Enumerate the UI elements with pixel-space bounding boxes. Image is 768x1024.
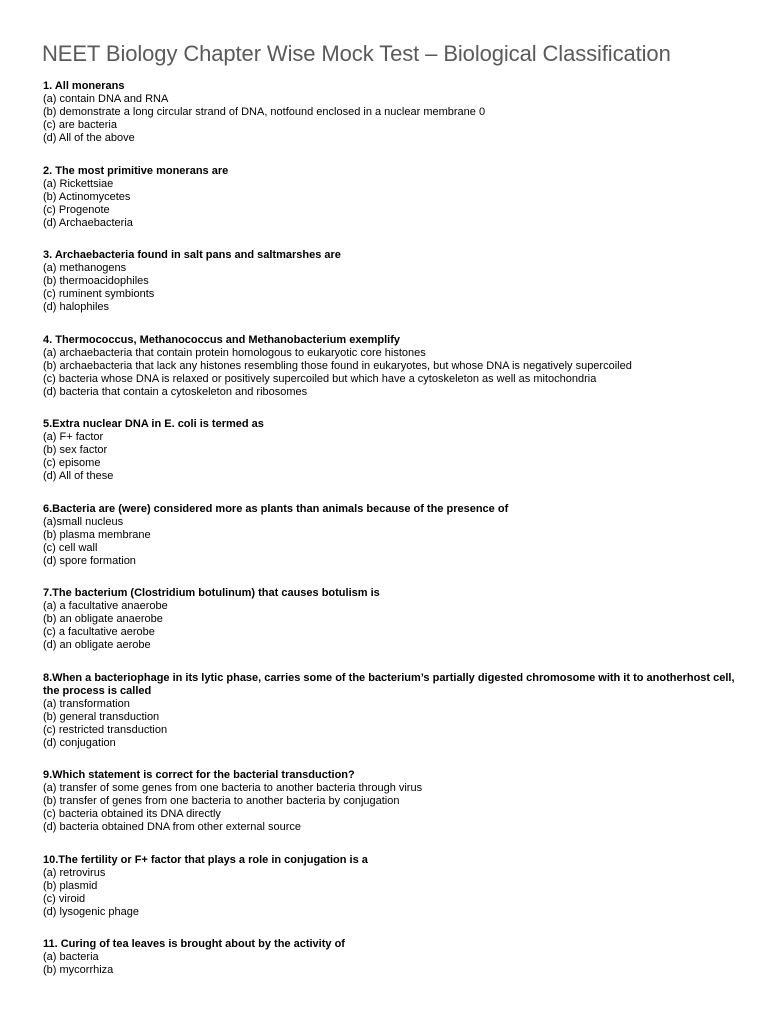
answer-option: (c) are bacteria xyxy=(43,119,117,131)
question-text: 10.The fertility or F+ factor that plays a role in conjugation is a xyxy=(43,853,368,866)
answer-option: (c) cell wall xyxy=(43,541,98,554)
answer-option: (b) demonstrate a long circular strand of DNA, notfound enclosed in a nuclear membrane 0 xyxy=(43,106,486,118)
answer-option: (b) transfer of genes from one bacteria to another bacteria by conjugation xyxy=(43,795,400,807)
question-text: 6.Bacteria are (were) considered more as plants than animals because of the presence of xyxy=(43,502,509,515)
question-2 xyxy=(43,165,743,230)
question-text: 1. All monerans xyxy=(43,80,125,92)
question-text: 3. Archaebacteria found in salt pans and saltmarshes are xyxy=(43,249,341,261)
answer-option: (c) episome xyxy=(43,457,101,469)
question-5 xyxy=(43,418,743,483)
question-text: 7.The bacterium (Clostridium botulinum) that causes botulism is xyxy=(43,587,380,599)
answer-option: (a) F+ factor xyxy=(43,431,104,443)
answer-option: (b) Actinomycetes xyxy=(43,190,131,203)
answer-option: (d) All of the above xyxy=(43,132,135,144)
answer-option: (d) bacteria obtained DNA from other external source xyxy=(43,821,302,833)
answer-option: (a) methanogens xyxy=(43,262,127,274)
answer-option: (c) restricted transduction xyxy=(43,723,168,736)
answer-option: (c) ruminent symbionts xyxy=(43,288,155,300)
answer-option: (a)small nucleus xyxy=(43,515,124,528)
question-3 xyxy=(43,249,743,314)
option-list xyxy=(43,600,743,652)
answer-option: (d) Archaebacteria xyxy=(43,216,133,229)
question-1 xyxy=(43,80,743,145)
question-text: 8.When a bacteriophage in its lytic phase, carries some of the bacterium’s partially digested chromosome with it to anotherhost cell, the process is called xyxy=(43,671,735,697)
answer-option: (a) transformation xyxy=(43,697,130,710)
page-title: NEET Biology Chapter Wise Mock Test – Biological Classification xyxy=(42,41,671,66)
answer-option: (c) bacteria whose DNA is relaxed or positively supercoiled but which have a cytoskeleton as well as mitochondria xyxy=(43,372,597,385)
question-7 xyxy=(43,587,743,652)
question-8 xyxy=(43,672,743,750)
answer-option: (b) general transduction xyxy=(43,710,160,723)
answer-option: (b) sex factor xyxy=(43,444,108,456)
question-text: 5.Extra nuclear DNA in E. coli is termed as xyxy=(43,418,264,430)
option-list xyxy=(43,698,743,750)
answer-option: (a) retrovirus xyxy=(43,866,106,879)
answer-option: (a) archaebacteria that contain protein homologous to eukaryotic core histones xyxy=(43,346,426,359)
answer-option: (b) plasmid xyxy=(43,879,98,892)
answer-option: (b) thermoacidophiles xyxy=(43,275,149,287)
question-text: 4. Thermococcus, Methanococcus and Methanobacterium exemplify xyxy=(43,333,400,346)
answer-option: (a) Rickettsiae xyxy=(43,177,114,190)
question-4 xyxy=(43,334,743,399)
option-list xyxy=(43,93,743,145)
question-9 xyxy=(43,769,743,834)
question-text: 2. The most primitive monerans are xyxy=(43,164,229,177)
option-list xyxy=(43,347,743,399)
answer-option: (a) contain DNA and RNA xyxy=(43,93,169,105)
answer-option: (b) archaebacteria that lack any histones resembling those found in eukaryotes, but whose DNA is negatively supercoiled xyxy=(43,359,632,372)
answer-option: (c) bacteria obtained its DNA directly xyxy=(43,808,221,820)
option-list xyxy=(43,262,743,314)
answer-option: (a) bacteria xyxy=(43,951,99,963)
answer-option: (d) spore formation xyxy=(43,554,136,567)
option-list xyxy=(43,516,743,568)
answer-option: (a) a facultative anaerobe xyxy=(43,600,168,612)
answer-option: (c) a facultative aerobe xyxy=(43,626,155,638)
question-6 xyxy=(43,503,743,568)
question-10 xyxy=(43,854,743,919)
answer-option: (d) an obligate aerobe xyxy=(43,639,151,651)
question-list xyxy=(43,80,743,997)
option-list xyxy=(43,867,743,919)
answer-option: (c) viroid xyxy=(43,892,86,905)
answer-option: (d) bacteria that contain a cytoskeleton and ribosomes xyxy=(43,385,308,398)
answer-option: (d) halophiles xyxy=(43,301,110,313)
answer-option: (d) lysogenic phage xyxy=(43,905,140,918)
option-list xyxy=(43,178,743,230)
answer-option: (d) conjugation xyxy=(43,736,116,749)
question-text: 11. Curing of tea leaves is brought about by the activity of xyxy=(43,938,345,950)
option-list xyxy=(43,951,743,977)
option-list xyxy=(43,431,743,483)
question-11 xyxy=(43,938,743,977)
answer-option: (a) transfer of some genes from one bacteria to another bacteria through virus xyxy=(43,782,423,794)
answer-option: (b) mycorrhiza xyxy=(43,964,114,976)
answer-option: (c) Progenote xyxy=(43,203,110,216)
answer-option: (d) All of these xyxy=(43,470,114,482)
question-text: 9.Which statement is correct for the bacterial transduction? xyxy=(43,769,355,781)
option-list xyxy=(43,782,743,834)
answer-option: (b) an obligate anaerobe xyxy=(43,613,163,625)
answer-option: (b) plasma membrane xyxy=(43,528,151,541)
